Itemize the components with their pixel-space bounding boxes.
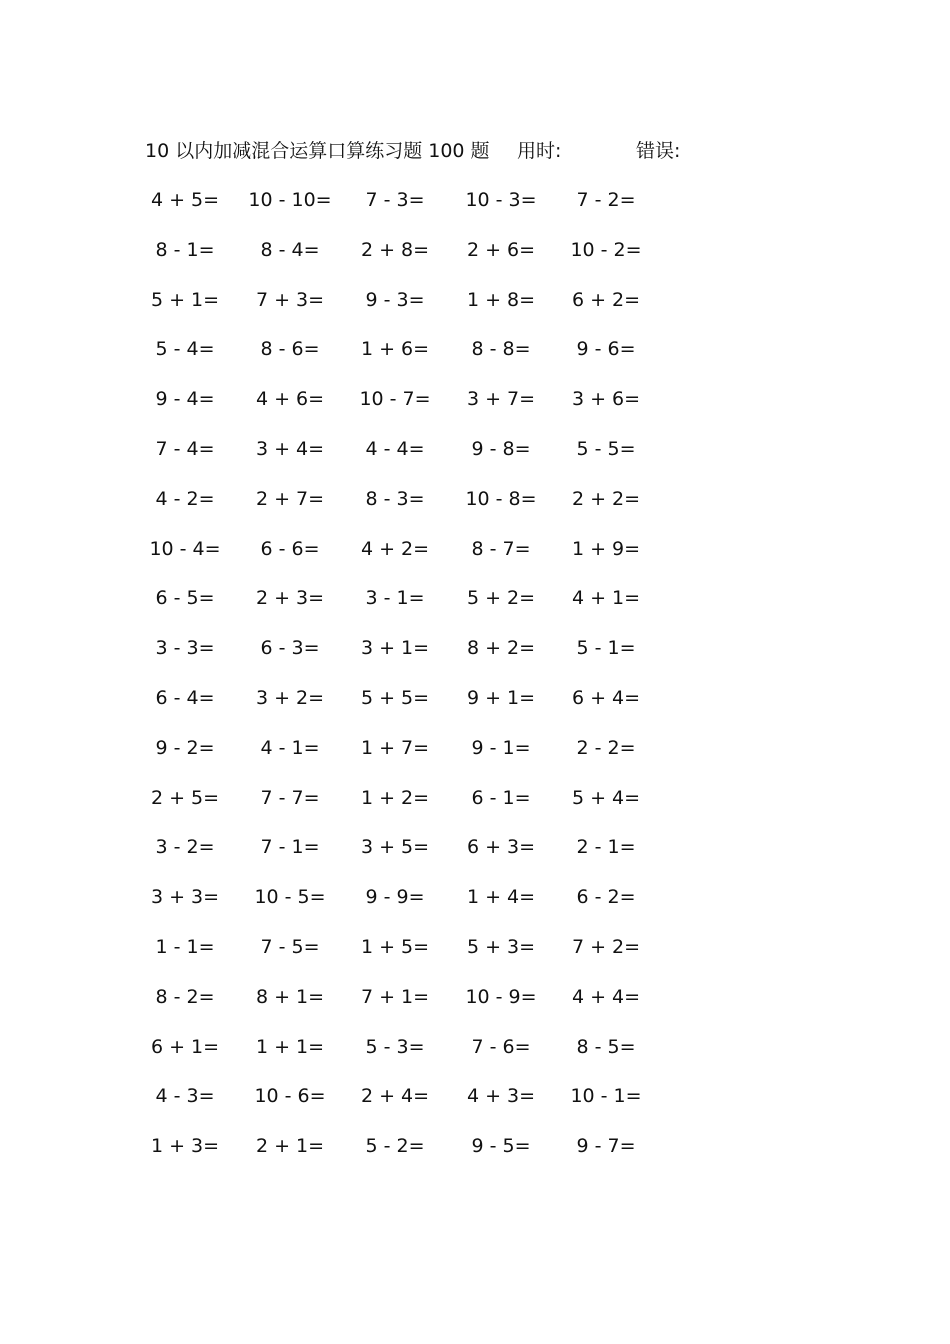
arithmetic-problem: 8 - 2= bbox=[155, 985, 215, 1008]
arithmetic-problem: 4 + 1= bbox=[571, 587, 641, 610]
problem-row bbox=[140, 384, 680, 434]
arithmetic-problem: 10 - 5= bbox=[254, 886, 326, 909]
arithmetic-problem: 3 - 2= bbox=[155, 836, 215, 859]
arithmetic-problem: 4 + 4= bbox=[571, 985, 641, 1008]
problem-row bbox=[140, 484, 680, 534]
arithmetic-problem: 1 + 6= bbox=[360, 338, 430, 361]
arithmetic-problem: 7 - 3= bbox=[365, 189, 425, 211]
problem-row bbox=[140, 434, 680, 484]
arithmetic-problem: 3 + 4= bbox=[255, 437, 325, 460]
arithmetic-problem: 7 + 1= bbox=[360, 985, 430, 1008]
arithmetic-problem: 6 + 1= bbox=[150, 1035, 220, 1058]
arithmetic-problem: 4 + 6= bbox=[255, 388, 325, 411]
arithmetic-problem: 10 - 3= bbox=[465, 189, 537, 211]
arithmetic-problem: 9 - 8= bbox=[471, 437, 531, 460]
arithmetic-problem: 1 + 5= bbox=[360, 935, 430, 958]
arithmetic-problem: 4 - 1= bbox=[260, 736, 320, 759]
arithmetic-problem: 3 + 2= bbox=[255, 686, 325, 709]
arithmetic-problem: 5 - 1= bbox=[576, 637, 636, 660]
arithmetic-problem: 9 - 2= bbox=[155, 736, 215, 759]
arithmetic-problem: 9 - 3= bbox=[365, 288, 425, 311]
arithmetic-problem: 6 + 3= bbox=[466, 836, 536, 859]
arithmetic-problem: 6 - 5= bbox=[155, 587, 215, 610]
problem-row bbox=[140, 733, 680, 783]
arithmetic-problem: 10 - 9= bbox=[465, 985, 537, 1008]
arithmetic-problem: 7 - 7= bbox=[260, 786, 320, 809]
arithmetic-problem: 4 + 3= bbox=[466, 1085, 536, 1108]
time-used-label: 用时: bbox=[517, 140, 562, 162]
page-title: 10 以内加减混合运算口算练习题 100 题 bbox=[145, 140, 490, 162]
arithmetic-problem: 5 + 2= bbox=[466, 587, 536, 610]
arithmetic-problem: 7 - 6= bbox=[471, 1035, 531, 1058]
arithmetic-problem: 4 + 2= bbox=[360, 537, 430, 560]
arithmetic-problem: 7 + 3= bbox=[255, 288, 325, 311]
problem-row bbox=[140, 235, 680, 285]
problem-row bbox=[140, 783, 680, 833]
arithmetic-problem: 6 - 1= bbox=[471, 786, 531, 809]
arithmetic-problem: 3 - 1= bbox=[365, 587, 425, 610]
arithmetic-problem: 2 - 1= bbox=[576, 836, 636, 859]
arithmetic-problem: 2 + 1= bbox=[255, 1135, 325, 1158]
problem-row bbox=[140, 1032, 680, 1082]
problem-row bbox=[140, 334, 680, 384]
arithmetic-problem: 9 - 1= bbox=[471, 736, 531, 759]
arithmetic-problem: 3 + 7= bbox=[466, 388, 536, 411]
arithmetic-problem: 8 - 5= bbox=[576, 1035, 636, 1058]
arithmetic-problem: 7 - 5= bbox=[260, 935, 320, 958]
arithmetic-problem: 6 - 2= bbox=[576, 886, 636, 909]
arithmetic-problem: 2 + 2= bbox=[571, 487, 641, 510]
problem-row bbox=[140, 982, 680, 1032]
arithmetic-problem: 6 - 3= bbox=[260, 637, 320, 660]
arithmetic-problem: 9 - 4= bbox=[155, 388, 215, 411]
arithmetic-problem: 9 + 1= bbox=[466, 686, 536, 709]
arithmetic-problem: 5 + 5= bbox=[360, 686, 430, 709]
arithmetic-problem: 8 + 2= bbox=[466, 637, 536, 660]
arithmetic-problem: 5 + 1= bbox=[150, 288, 220, 311]
arithmetic-problem: 2 + 5= bbox=[150, 786, 220, 809]
arithmetic-problem: 5 - 4= bbox=[155, 338, 215, 361]
arithmetic-problem: 8 + 1= bbox=[255, 985, 325, 1008]
arithmetic-problem: 8 - 3= bbox=[365, 487, 425, 510]
errors-label: 错误: bbox=[636, 140, 681, 162]
arithmetic-problem: 1 + 7= bbox=[360, 736, 430, 759]
arithmetic-problem: 7 - 2= bbox=[576, 189, 636, 211]
arithmetic-problem: 5 - 5= bbox=[576, 437, 636, 460]
arithmetic-problem: 2 + 4= bbox=[360, 1085, 430, 1108]
arithmetic-problem: 5 + 4= bbox=[571, 786, 641, 809]
arithmetic-problem: 1 - 1= bbox=[155, 935, 215, 958]
arithmetic-problem: 1 + 3= bbox=[150, 1135, 220, 1158]
arithmetic-problem: 5 - 2= bbox=[365, 1135, 425, 1158]
arithmetic-problem: 3 - 3= bbox=[155, 637, 215, 660]
problem-row bbox=[140, 882, 680, 932]
arithmetic-problem: 10 - 8= bbox=[465, 487, 537, 510]
arithmetic-problem: 2 + 6= bbox=[466, 238, 536, 261]
arithmetic-problem: 4 - 2= bbox=[155, 487, 215, 510]
arithmetic-problem: 6 + 2= bbox=[571, 288, 641, 311]
arithmetic-problem: 8 - 8= bbox=[471, 338, 531, 361]
arithmetic-problem: 8 - 7= bbox=[471, 537, 531, 560]
arithmetic-problem: 6 + 4= bbox=[571, 686, 641, 709]
arithmetic-problem: 1 + 2= bbox=[360, 786, 430, 809]
arithmetic-problem: 3 + 6= bbox=[571, 388, 641, 411]
worksheet-header bbox=[145, 137, 785, 165]
problem-row bbox=[140, 832, 680, 882]
arithmetic-problem: 10 - 7= bbox=[359, 388, 431, 411]
arithmetic-problem: 8 - 6= bbox=[260, 338, 320, 361]
problem-row bbox=[140, 633, 680, 683]
arithmetic-problem: 1 + 1= bbox=[255, 1035, 325, 1058]
arithmetic-problem: 1 + 9= bbox=[571, 537, 641, 560]
arithmetic-problem: 5 + 3= bbox=[466, 935, 536, 958]
arithmetic-problem: 3 + 3= bbox=[150, 886, 220, 909]
problem-row bbox=[140, 285, 680, 335]
problem-row bbox=[140, 683, 680, 733]
arithmetic-problem: 7 + 2= bbox=[571, 935, 641, 958]
problem-row bbox=[140, 534, 680, 584]
problem-row bbox=[140, 1081, 680, 1131]
arithmetic-problem: 10 - 2= bbox=[570, 238, 642, 261]
arithmetic-problem: 2 - 2= bbox=[576, 736, 636, 759]
arithmetic-problem: 2 + 3= bbox=[255, 587, 325, 610]
arithmetic-problem: 9 - 7= bbox=[576, 1135, 636, 1158]
arithmetic-problem: 10 - 4= bbox=[149, 537, 221, 560]
arithmetic-problem: 8 - 1= bbox=[155, 238, 215, 261]
arithmetic-problem: 9 - 6= bbox=[576, 338, 636, 361]
arithmetic-problem: 8 - 4= bbox=[260, 238, 320, 261]
problem-row bbox=[140, 583, 680, 633]
arithmetic-problem: 7 - 1= bbox=[260, 836, 320, 859]
arithmetic-problem: 4 - 3= bbox=[155, 1085, 215, 1108]
arithmetic-problem: 1 + 8= bbox=[466, 288, 536, 311]
arithmetic-problem: 9 - 5= bbox=[471, 1135, 531, 1158]
arithmetic-problem: 2 + 7= bbox=[255, 487, 325, 510]
arithmetic-problem: 5 - 3= bbox=[365, 1035, 425, 1058]
arithmetic-problem: 10 - 6= bbox=[254, 1085, 326, 1108]
arithmetic-problem: 1 + 4= bbox=[466, 886, 536, 909]
problem-row bbox=[140, 1131, 680, 1181]
problem-grid bbox=[140, 185, 680, 1181]
arithmetic-problem: 10 - 1= bbox=[570, 1085, 642, 1108]
arithmetic-problem: 3 + 5= bbox=[360, 836, 430, 859]
problem-row bbox=[140, 932, 680, 982]
arithmetic-problem: 3 + 1= bbox=[360, 637, 430, 660]
arithmetic-problem: 4 + 5= bbox=[150, 189, 220, 211]
arithmetic-problem: 4 - 4= bbox=[365, 437, 425, 460]
arithmetic-problem: 9 - 9= bbox=[365, 886, 425, 909]
arithmetic-problem: 10 - 10= bbox=[248, 189, 332, 211]
arithmetic-problem: 2 + 8= bbox=[360, 238, 430, 261]
problem-row bbox=[140, 185, 680, 235]
arithmetic-problem: 6 - 6= bbox=[260, 537, 320, 560]
arithmetic-problem: 7 - 4= bbox=[155, 437, 215, 460]
arithmetic-problem: 6 - 4= bbox=[155, 686, 215, 709]
